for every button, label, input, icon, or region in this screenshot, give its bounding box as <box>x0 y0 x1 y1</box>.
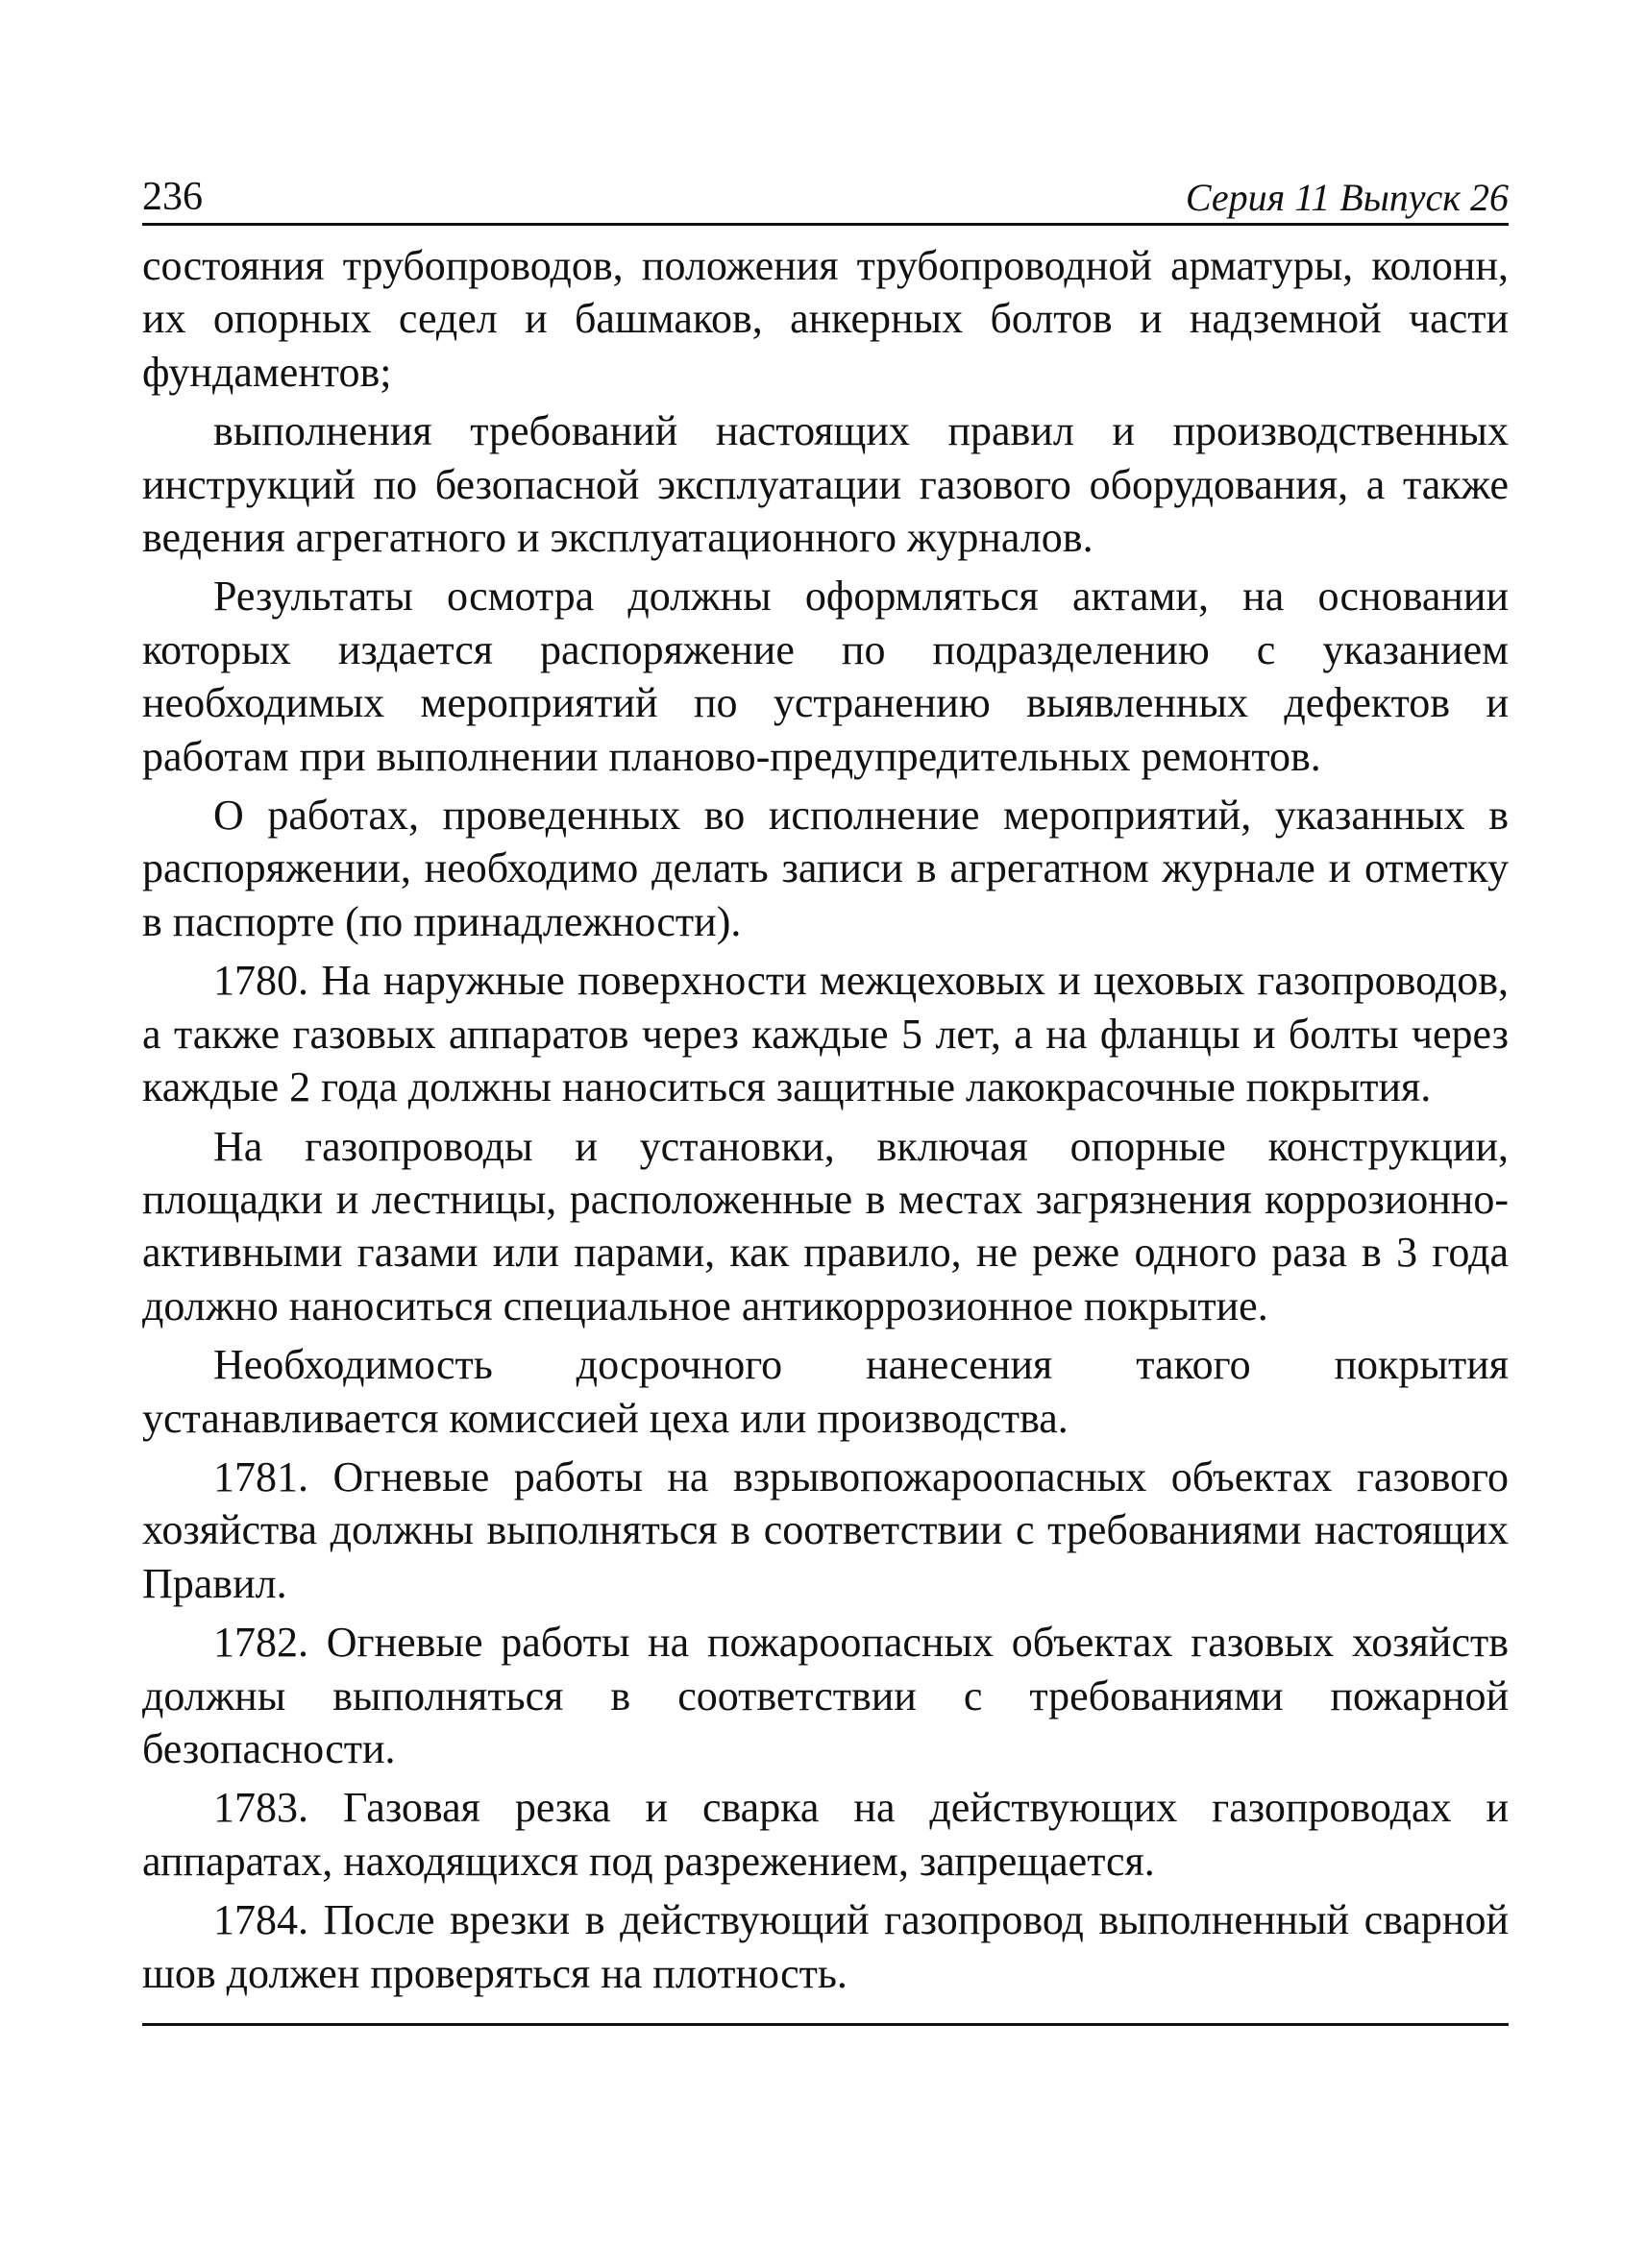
bottom-rule <box>142 2023 1509 2026</box>
body-text <box>142 239 1509 2000</box>
book-page <box>142 161 1509 2026</box>
series-label: Серия 11 Выпуск 26 <box>1185 176 1509 219</box>
page-number: 236 <box>142 175 203 219</box>
paragraph-item-1784: 1784. После врезки в действующий газопровод выполненный сварной шов должен проверяться на плотность. <box>142 1896 1509 1997</box>
paragraph: выполнения требований настоящих правил и производственных инструкций по безопасной эксплуатации газового оборудования, а также ведения агрегатного и эксплуатационного журналов. <box>142 407 1509 562</box>
paragraph-continuation: состояния трубопроводов, положения трубопроводной арматуры, колонн, их опорных седел и башмаков, анкерных болтов и надземной части фундаментов; <box>142 242 1509 396</box>
paragraph: Необходимость досрочного нанесения такого покрытия устанавливается комиссией цеха или производства. <box>142 1341 1509 1442</box>
paragraph: На газопроводы и установки, включая опорные конструкции, площадки и лестницы, расположенные в местах загрязнения коррозионно-активными газами или парами, как правило, не реже одного раза в 3 года должно наноситься специальное антикоррозионное покрытие. <box>142 1122 1509 1329</box>
paragraph: Результаты осмотра должны оформляться актами, на основании которых издается распоряжение по подразделению с указанием необходимых мероприятий по устранению выявленных дефектов и работам при выполнении планово-предупредительных ремонтов. <box>142 573 1509 780</box>
paragraph: О работах, проведенных во исполнение мероприятий, указанных в распоряжении, необходимо делать записи в агрегатном журнале и отметку в паспорте (по принадлежности). <box>142 792 1509 945</box>
paragraph-item-1780: 1780. На наружные поверхности межцеховых и цеховых газопроводов, а также газовых аппаратов через каждые 5 лет, а на фланцы и болты через каждые 2 года должны наноситься защитные лакокрасочные покрытия. <box>142 957 1509 1111</box>
paragraph-item-1783: 1783. Газовая резка и сварка на действующих газопроводах и аппаратах, находящихся под разрежением, запрещается. <box>142 1784 1509 1885</box>
paragraph-item-1781: 1781. Огневые работы на взрывопожароопасных объектах газового хозяйства должны выполняться в соответствии с требованиями настоящих Правил. <box>142 1452 1509 1607</box>
paragraph-item-1782: 1782. Огневые работы на пожароопасных объектах газовых хозяйств должны выполняться в соответствии с требованиями пожарной безопасности. <box>142 1619 1509 1772</box>
running-header <box>142 161 1509 226</box>
